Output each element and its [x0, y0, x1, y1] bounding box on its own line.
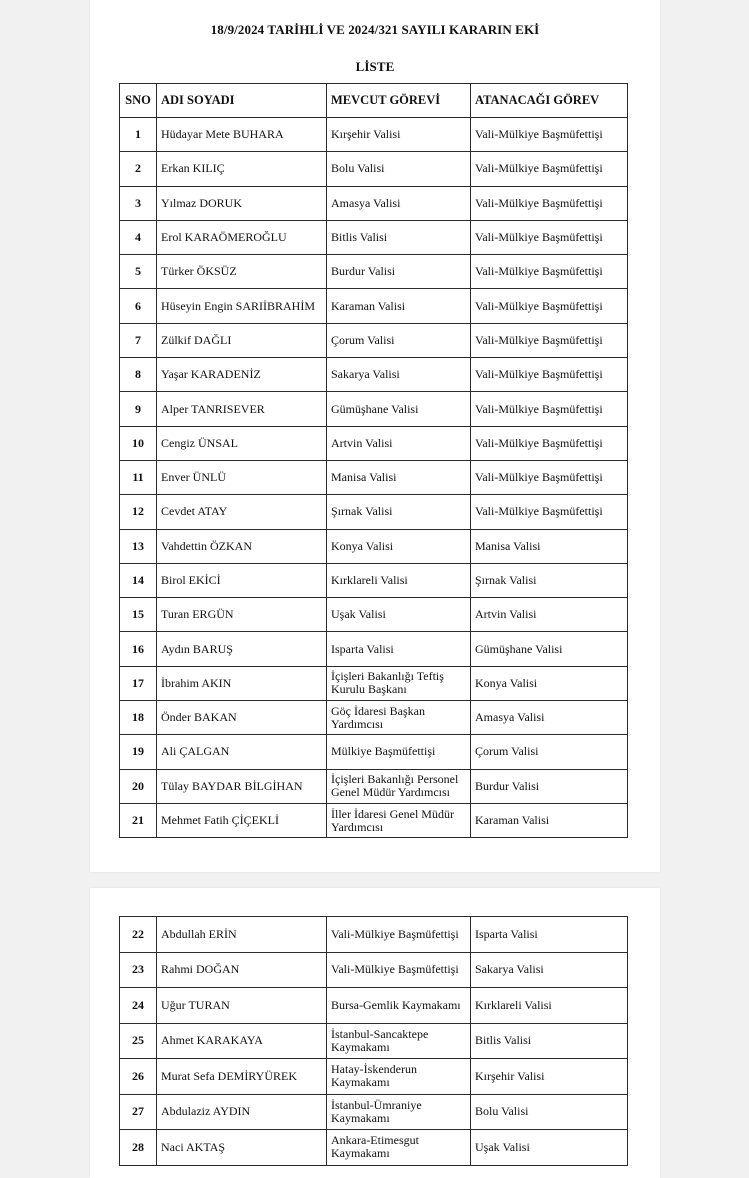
- cell-current-role: Karaman Valisi: [327, 289, 471, 323]
- cell-name: Murat Sefa DEMİRYÜREK: [157, 1059, 327, 1095]
- cell-name: Ahmet KARAKAYA: [157, 1023, 327, 1059]
- cell-new-role: Çorum Valisi: [471, 735, 628, 769]
- cell-sno: 15: [120, 598, 157, 632]
- cell-name: Vahdettin ÖZKAN: [157, 529, 327, 563]
- cell-new-role: Burdur Valisi: [471, 769, 628, 803]
- table-row: [120, 495, 628, 529]
- table-row: [120, 632, 628, 666]
- cell-current-role: Göç İdaresi Başkan Yardımcısı: [327, 701, 471, 735]
- cell-sno: 7: [120, 323, 157, 357]
- cell-new-role: Vali-Mülkiye Başmüfettişi: [471, 392, 628, 426]
- document-page-1: [90, 0, 660, 872]
- cell-name: Erol KARAÖMEROĞLU: [157, 220, 327, 254]
- table-header-row: [120, 84, 628, 118]
- table-row: [120, 426, 628, 460]
- cell-sno: 18: [120, 701, 157, 735]
- cell-name: Cevdet ATAY: [157, 495, 327, 529]
- cell-sno: 4: [120, 220, 157, 254]
- table-row: [120, 255, 628, 289]
- table-row: [120, 460, 628, 494]
- cell-sno: 11: [120, 460, 157, 494]
- cell-name: Önder BAKAN: [157, 701, 327, 735]
- cell-new-role: Vali-Mülkiye Başmüfettişi: [471, 118, 628, 152]
- table-row: [120, 1059, 628, 1095]
- cell-sno: 2: [120, 152, 157, 186]
- cell-name: Türker ÖKSÜZ: [157, 255, 327, 289]
- table-row: [120, 666, 628, 700]
- document-subtitle: LİSTE: [355, 59, 395, 74]
- cell-current-role: Hatay-İskenderun Kaymakamı: [327, 1059, 471, 1095]
- cell-sno: 23: [120, 952, 157, 988]
- cell-sno: 24: [120, 988, 157, 1024]
- cell-new-role: Sakarya Valisi: [471, 952, 628, 988]
- cell-name: Hüdayar Mete BUHARA: [157, 118, 327, 152]
- cell-current-role: Şırnak Valisi: [327, 495, 471, 529]
- cell-sno: 10: [120, 426, 157, 460]
- cell-name: Tülay BAYDAR BİLGİHAN: [157, 769, 327, 803]
- cell-sno: 19: [120, 735, 157, 769]
- cell-name: Naci AKTAŞ: [157, 1130, 327, 1166]
- cell-name: Erkan KILIÇ: [157, 152, 327, 186]
- cell-current-role: İçişleri Bakanlığı Teftiş Kurulu Başkanı: [327, 666, 471, 700]
- cell-new-role: Karaman Valisi: [471, 803, 628, 837]
- cell-new-role: Kırklareli Valisi: [471, 988, 628, 1024]
- cell-new-role: Vali-Mülkiye Başmüfettişi: [471, 495, 628, 529]
- table-row: [120, 220, 628, 254]
- cell-sno: 3: [120, 186, 157, 220]
- cell-current-role: Burdur Valisi: [327, 255, 471, 289]
- table-row: [120, 152, 628, 186]
- cell-new-role: Konya Valisi: [471, 666, 628, 700]
- table-row: [120, 598, 628, 632]
- cell-name: Zülkif DAĞLI: [157, 323, 327, 357]
- cell-sno: 28: [120, 1130, 157, 1166]
- table-row: [120, 769, 628, 803]
- cell-new-role: Vali-Mülkiye Başmüfettişi: [471, 186, 628, 220]
- cell-sno: 12: [120, 495, 157, 529]
- cell-new-role: Vali-Mülkiye Başmüfettişi: [471, 289, 628, 323]
- cell-name: Turan ERGÜN: [157, 598, 327, 632]
- cell-current-role: Gümüşhane Valisi: [327, 392, 471, 426]
- appointment-table-continued: [119, 916, 628, 1166]
- cell-name: Rahmi DOĞAN: [157, 952, 327, 988]
- cell-current-role: Mülkiye Başmüfettişi: [327, 735, 471, 769]
- cell-sno: 22: [120, 917, 157, 953]
- table-row: [120, 289, 628, 323]
- cell-sno: 27: [120, 1094, 157, 1130]
- table-row: [120, 1130, 628, 1166]
- cell-new-role: Vali-Mülkiye Başmüfettişi: [471, 426, 628, 460]
- cell-current-role: Konya Valisi: [327, 529, 471, 563]
- cell-new-role: Kırşehir Valisi: [471, 1059, 628, 1095]
- cell-sno: 20: [120, 769, 157, 803]
- cell-current-role: Artvin Valisi: [327, 426, 471, 460]
- cell-current-role: Ankara-Etimesgut Kaymakamı: [327, 1130, 471, 1166]
- cell-sno: 25: [120, 1023, 157, 1059]
- cell-sno: 14: [120, 563, 157, 597]
- cell-sno: 9: [120, 392, 157, 426]
- document-title: 18/9/2024 TARİHLİ VE 2024/321 SAYILI KARARIN EKİ: [210, 22, 540, 37]
- cell-name: Hüseyin Engin SARIİBRAHİM: [157, 289, 327, 323]
- cell-current-role: Vali-Mülkiye Başmüfettişi: [327, 917, 471, 953]
- table-row: [120, 917, 628, 953]
- cell-current-role: Bolu Valisi: [327, 152, 471, 186]
- cell-name: Cengiz ÜNSAL: [157, 426, 327, 460]
- cell-current-role: Vali-Mülkiye Başmüfettişi: [327, 952, 471, 988]
- table-row: [120, 186, 628, 220]
- table-row: [120, 701, 628, 735]
- cell-sno: 17: [120, 666, 157, 700]
- cell-current-role: İstanbul-Ümraniye Kaymakamı: [327, 1094, 471, 1130]
- table-row: [120, 358, 628, 392]
- cell-new-role: Vali-Mülkiye Başmüfettişi: [471, 460, 628, 494]
- table-row: [120, 1094, 628, 1130]
- cell-current-role: Bursa-Gemlik Kaymakamı: [327, 988, 471, 1024]
- cell-current-role: Sakarya Valisi: [327, 358, 471, 392]
- table-row: [120, 392, 628, 426]
- cell-name: Mehmet Fatih ÇİÇEKLİ: [157, 803, 327, 837]
- cell-new-role: Amasya Valisi: [471, 701, 628, 735]
- column-header-sno: SNO: [120, 84, 157, 118]
- table-row: [120, 1023, 628, 1059]
- cell-new-role: Vali-Mülkiye Başmüfettişi: [471, 323, 628, 357]
- cell-name: Enver ÜNLÜ: [157, 460, 327, 494]
- cell-new-role: Şırnak Valisi: [471, 563, 628, 597]
- cell-new-role: Isparta Valisi: [471, 917, 628, 953]
- cell-current-role: Uşak Valisi: [327, 598, 471, 632]
- cell-current-role: Manisa Valisi: [327, 460, 471, 494]
- cell-sno: 5: [120, 255, 157, 289]
- cell-current-role: İller İdaresi Genel Müdür Yardımcısı: [327, 803, 471, 837]
- cell-new-role: Vali-Mülkiye Başmüfettişi: [471, 358, 628, 392]
- cell-new-role: Manisa Valisi: [471, 529, 628, 563]
- cell-current-role: Isparta Valisi: [327, 632, 471, 666]
- cell-new-role: Uşak Valisi: [471, 1130, 628, 1166]
- cell-sno: 26: [120, 1059, 157, 1095]
- cell-current-role: Kırklareli Valisi: [327, 563, 471, 597]
- cell-current-role: Bitlis Valisi: [327, 220, 471, 254]
- table-row: [120, 735, 628, 769]
- cell-sno: 1: [120, 118, 157, 152]
- cell-current-role: Çorum Valisi: [327, 323, 471, 357]
- cell-name: Yılmaz DORUK: [157, 186, 327, 220]
- cell-sno: 8: [120, 358, 157, 392]
- cell-current-role: Kırşehir Valisi: [327, 118, 471, 152]
- table-row: [120, 563, 628, 597]
- document-page-2: [90, 888, 660, 1178]
- table-row: [120, 988, 628, 1024]
- cell-sno: 6: [120, 289, 157, 323]
- cell-current-role: İstanbul-Sancaktepe Kaymakamı: [327, 1023, 471, 1059]
- cell-name: Aydın BARUŞ: [157, 632, 327, 666]
- cell-new-role: Bitlis Valisi: [471, 1023, 628, 1059]
- column-header-name: ADI SOYADI: [157, 84, 327, 118]
- cell-new-role: Artvin Valisi: [471, 598, 628, 632]
- table-row: [120, 952, 628, 988]
- table-row: [120, 803, 628, 837]
- table-row: [120, 529, 628, 563]
- cell-sno: 21: [120, 803, 157, 837]
- column-header-current-role: MEVCUT GÖREVİ: [327, 84, 471, 118]
- cell-new-role: Vali-Mülkiye Başmüfettişi: [471, 152, 628, 186]
- cell-sno: 13: [120, 529, 157, 563]
- cell-name: İbrahim AKIN: [157, 666, 327, 700]
- cell-name: Yaşar KARADENİZ: [157, 358, 327, 392]
- appointment-table: [119, 83, 628, 838]
- table-row: [120, 323, 628, 357]
- cell-new-role: Vali-Mülkiye Başmüfettişi: [471, 255, 628, 289]
- cell-current-role: İçişleri Bakanlığı Personel Genel Müdür Yardımcısı: [327, 769, 471, 803]
- cell-name: Birol EKİCİ: [157, 563, 327, 597]
- column-header-new-role: ATANACAĞI GÖREV: [471, 84, 628, 118]
- cell-name: Abdullah ERİN: [157, 917, 327, 953]
- cell-current-role: Amasya Valisi: [327, 186, 471, 220]
- cell-name: Uğur TURAN: [157, 988, 327, 1024]
- cell-sno: 16: [120, 632, 157, 666]
- cell-name: Alper TANRISEVER: [157, 392, 327, 426]
- cell-name: Abdulaziz AYDIN: [157, 1094, 327, 1130]
- table-row: [120, 118, 628, 152]
- cell-new-role: Bolu Valisi: [471, 1094, 628, 1130]
- cell-new-role: Vali-Mülkiye Başmüfettişi: [471, 220, 628, 254]
- cell-name: Ali ÇALGAN: [157, 735, 327, 769]
- cell-new-role: Gümüşhane Valisi: [471, 632, 628, 666]
